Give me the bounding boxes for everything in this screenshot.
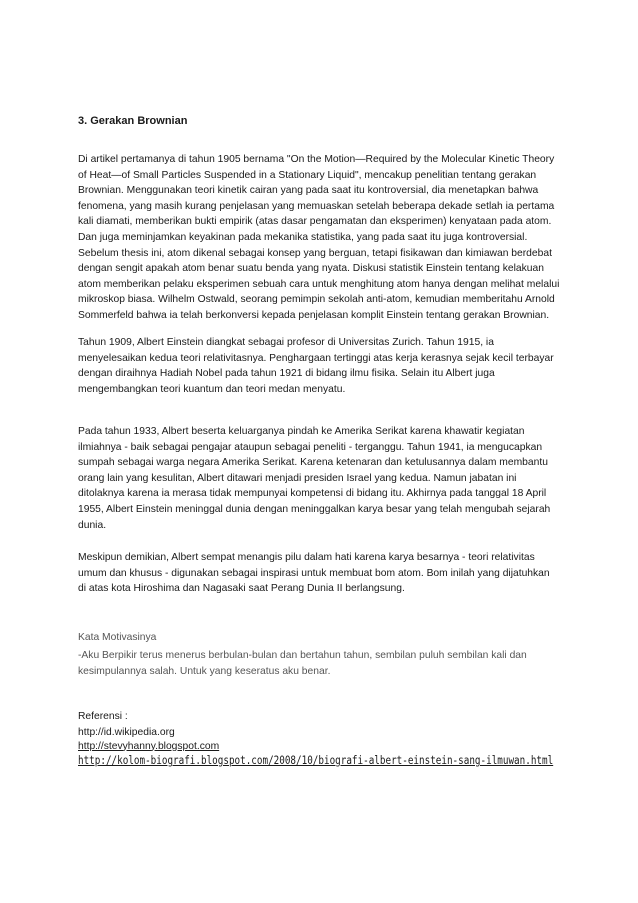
- motivation-title: Kata Motivasinya: [78, 632, 157, 643]
- text-line: Brownian. Menggunakan teori kinetik cairan yang pada saat itu kontroversial, dia menetapkan bahwa: [78, 185, 539, 197]
- paragraph-america: [78, 424, 570, 533]
- text-line: umum dan khusus - digunakan sebagai inspirasi untuk membuat bom atom. Bom inilah yang dijatuhkan: [78, 567, 550, 579]
- reference-link-kolom-biografi[interactable]: http://kolom-biografi.blogspot.com/2008/10/biografi-albert-einstein-sang-ilmuwan.html: [78, 754, 554, 767]
- section-heading: 3. Gerakan Brownian: [78, 115, 188, 127]
- text-line: Dan juga meminjamkan keyakinan pada mekanika statistika, yang pada saat itu juga kontroversial.: [78, 231, 528, 243]
- reference-link-stevyhanny[interactable]: http://stevyhanny.blogspot.com: [78, 740, 220, 752]
- text-line: Pada tahun 1933, Albert beserta keluarganya pindah ke Amerika Serikat karena khawatir kegiatan: [78, 426, 525, 437]
- text-line: di atas kota Hiroshima dan Nagasaki saat Perang Dunia II berlangsung.: [78, 583, 405, 595]
- text-line: 1955, Albert Einstein meninggal dunia dengan meninggalkan karya besar yang telah mengubah sejarah: [78, 503, 551, 515]
- text-line: Tahun 1909, Albert Einstein diangkat sebagai profesor di Universitas Zurich. Tahun 1915, ia: [78, 337, 494, 348]
- text-line: ditolaknya karena ia merasa tidak mempunyai kompetensi di bidang itu. Akhirnya pada tanggal 18 April: [78, 488, 547, 500]
- text-line: Sebelum thesis ini, atom dikenal sebagai konsep yang berguan, tetapi fisikawan dan kimiawan berdebat: [78, 247, 552, 259]
- references-list: [78, 726, 638, 768]
- paragraph-zurich: [78, 335, 570, 397]
- text-line: mikroskop biasa. Wilhelm Ostwald, seorang pemimpin sekolah anti-atom, kemudian memberitahu Arnold: [78, 294, 555, 306]
- paragraph-brownian: [78, 152, 570, 324]
- text-line: kesimpulannya salah. Untuk yang keseratus aku benar.: [78, 665, 331, 677]
- text-line: mengembangkan teori kuantum dan teori medan menyatu.: [78, 383, 346, 395]
- text-line: dengan sengit apakah atom benar suatu benda yang nyata. Diskusi statistik Einstein tentang kelakuan: [78, 263, 544, 275]
- text-line: dunia.: [78, 519, 107, 531]
- paragraph-atom-bomb: [78, 550, 570, 597]
- text-line: orang lain yang kesulitan, Albert ditawari menjadi presiden Israel yang kedua. Namun jabatan ini: [78, 472, 517, 484]
- text-line: of Heat—of Small Particles Suspended in a Stationary Liquid", mencakup penelitian tentang gerakan: [78, 169, 537, 181]
- text-line: kali diamati, memberikan bukti empirik (atas dasar pengamatan dan eksperimen) kenyataan pada atom.: [78, 216, 552, 228]
- text-line: Sommerfeld bahwa ia telah berkonversi kepada penjelasan komplit Einstein tentang gerakan Brownian.: [78, 309, 550, 321]
- text-line: Meskipun demikian, Albert sempat menangis pilu dalam hati karena karya besarnya - teori relativitas: [78, 552, 535, 563]
- text-line: dengan diraihnya Hadiah Nobel pada tahun 1921 di bidang ilmu fisika. Selain itu Albert juga: [78, 368, 495, 380]
- text-line: menyelesaikan kedua teori relativitasnya. Penghargaan tertinggi atas kerja kerasnya sejak kecil terbayar: [78, 352, 554, 364]
- motivation-quote: [78, 648, 570, 679]
- text-line: ilmiahnya - baik sebagai pengajar ataupun sebagai peneliti - terganggu. Tahun 1941, ia mengucapkan: [78, 441, 543, 453]
- text-line: sumpah sebagai warga negara Amerika Serikat. Karena ketenaran dan ketulusannya dalam membantu: [78, 457, 548, 469]
- text-line: fenomena, yang masih kurang penjelasan yang memuaskan setelah beberapa dekade setlah ia pertama: [78, 200, 555, 212]
- references-title: Referensi :: [78, 711, 128, 722]
- text-line: -Aku Berpikir terus menerus berbulan-bulan dan bertahun tahun, sembilan puluh sembilan kali dan: [78, 650, 527, 661]
- text-line: Di artikel pertamanya di tahun 1905 bernama "On the Motion—Required by the Molecular Kinetic Theory: [78, 154, 555, 165]
- reference-link-wikipedia[interactable]: http://id.wikipedia.org: [78, 727, 175, 738]
- text-line: atom memberikan pelaku eksperimen sebuah cara untuk menghitung atom hanya dengan melihat melalui: [78, 278, 560, 290]
